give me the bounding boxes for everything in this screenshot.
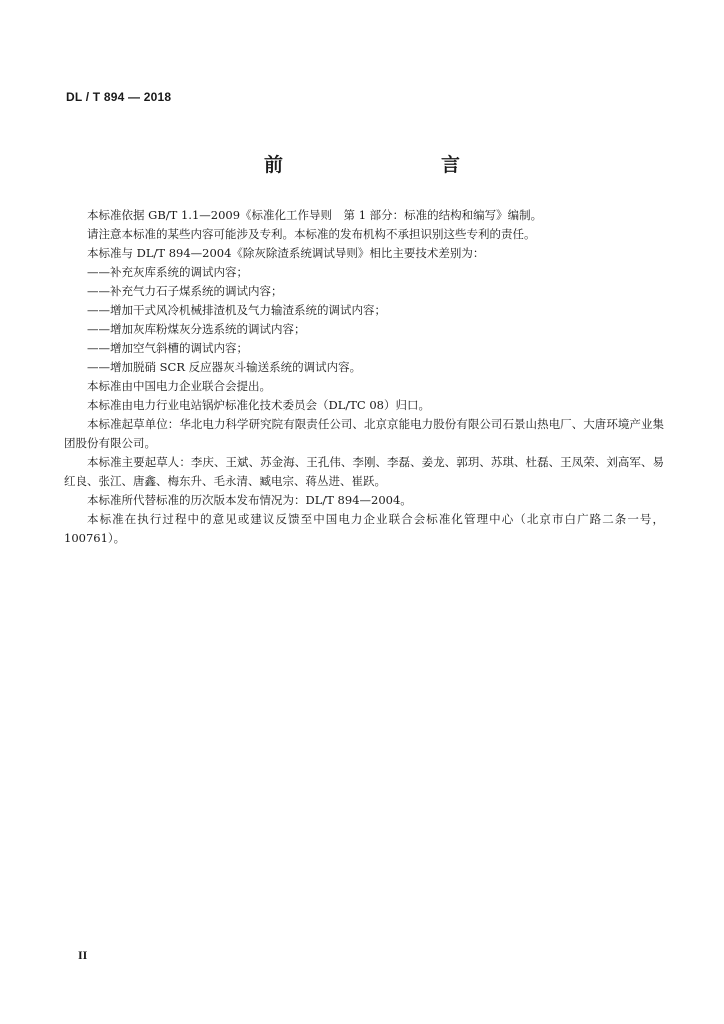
change-item: ——补充灰库系统的调试内容； (87, 265, 248, 279)
document-code: DL / T 894 — 2018 (66, 90, 172, 104)
paragraph-feedback: 本标准在执行过程中的意见或建议反馈至中国电力企业联合会标准化管理中心（北京市白广路二条一号，100761）。 (64, 512, 664, 545)
change-item: ——增加空气斜槽的调试内容； (87, 341, 248, 355)
paragraph-drafting-units: 本标准起草单位：华北电力科学研究院有限责任公司、北京京能电力股份有限公司石景山热电厂、大唐环境产业集团股份有限公司。 (64, 417, 664, 450)
foreword-body (64, 206, 664, 548)
paragraph-proposer: 本标准由中国电力企业联合会提出。 (87, 379, 271, 393)
page-number: II (78, 948, 88, 962)
change-item: ——增加灰库粉煤灰分选系统的调试内容； (87, 322, 306, 336)
change-item: ——补充气力石子煤系统的调试内容； (87, 284, 283, 298)
paragraph-history: 本标准所代替标准的历次版本发布情况为：DL/T 894—2004。 (87, 493, 412, 507)
paragraph-committee: 本标准由电力行业电站锅炉标准化技术委员会（DL/TC 08）归口。 (87, 398, 430, 412)
paragraph-basis: 本标准依据 GB/T 1.1—2009《标准化工作导则 第 1 部分：标准的结构和编写》编制。 (87, 208, 543, 222)
change-item: ——增加干式风冷机械排渣机及气力输渣系统的调试内容； (87, 303, 386, 317)
paragraph-changes-intro: 本标准与 DL/T 894—2004《除灰除渣系统调试导则》相比主要技术差别为： (87, 246, 485, 260)
change-item: ——增加脱硝 SCR 反应器灰斗输送系统的调试内容。 (87, 360, 362, 374)
paragraph-patent-notice: 请注意本标准的某些内容可能涉及专利。本标准的发布机构不承担识别这些专利的责任。 (87, 227, 536, 241)
paragraph-drafters: 本标准主要起草人：李庆、王斌、苏金海、王孔伟、李刚、李磊、姜龙、郭玥、苏琪、杜磊、王凤荣、刘高军、易红良、张江、唐鑫、梅东升、毛永清、臧电宗、蒋丛进、崔跃。 (64, 455, 664, 488)
page-title: 前 言 (263, 154, 500, 176)
